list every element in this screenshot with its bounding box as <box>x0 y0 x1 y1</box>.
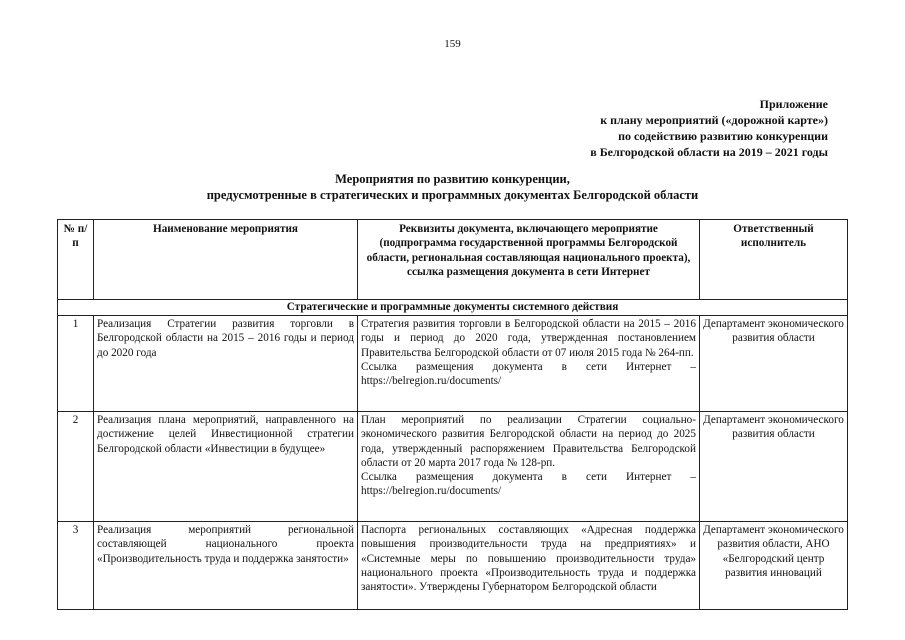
row-num: 1 <box>58 316 94 412</box>
requisites-text: План мероприятий по реализации Стратегии социально-экономического развития Белгородской области на период до 2025 года, утвержденный распоряжением Правительства Белгородской области от 20 марта 2017 года № 128-рп. <box>361 414 696 469</box>
header-name: Наименование мероприятия <box>94 220 358 300</box>
requisites-text: Паспорта региональных составляющих «Адресная поддержка повышения производительности труда на предприятиях» и «Системные меры по повышению производительности труда» национального проекта «Производительность труда и поддержка занятости». Утверждены Губернатором Белгородской области <box>361 524 696 594</box>
table-header-row <box>58 220 848 300</box>
table-row <box>58 412 848 522</box>
row-requisites <box>358 412 700 522</box>
appendix-line: к плану мероприятий («дорожной карте») <box>600 113 828 127</box>
document-link[interactable]: Ссылка размещения документа в сети Интернет – https://belregion.ru/documents/ <box>361 471 696 498</box>
table-row <box>58 522 848 610</box>
table-row <box>58 316 848 412</box>
document-link[interactable]: Ссылка размещения документа в сети Интернет – https://belregion.ru/documents/ <box>361 360 696 388</box>
row-requisites <box>358 522 700 610</box>
document-title <box>0 171 905 203</box>
document-title-line: предусмотренные в стратегических и программных документах Белгородской области <box>206 188 699 202</box>
row-requisites <box>358 316 700 412</box>
requisites-text: Стратегия развития торговли в Белгородской области на 2015 – 2016 годы и период до 2020 года, утвержденная постановлением Правительства Белгородской области от 07 июля 2015 года № 264-пп. <box>361 318 696 359</box>
row-executor: Департамент экономического развития области, АНО «Белгородский центр развития инноваций <box>700 522 848 610</box>
row-num: 2 <box>58 412 94 522</box>
section-title: Стратегические и программные документы системного действия <box>58 300 848 316</box>
header-requisites: Реквизиты документа, включающего мероприятие (подпрограмма государственной программы Белгородской области, региональная составляющая национального проекта), ссылка размещения документа в сети Интернет <box>358 220 700 300</box>
row-executor: Департамент экономического развития области <box>700 316 848 412</box>
section-row <box>58 300 848 316</box>
row-num: 3 <box>58 522 94 610</box>
appendix-block <box>468 96 828 160</box>
header-num: № п/п <box>58 220 94 300</box>
appendix-title: Приложение <box>759 97 828 111</box>
appendix-line: в Белгородской области на 2019 – 2021 годы <box>590 145 828 159</box>
row-name: Реализация Стратегии развития торговли в Белгородской области на 2015 – 2016 годы и период до 2020 года <box>94 316 358 412</box>
row-name: Реализация мероприятий региональной составляющей национального проекта «Производительность труда и поддержка занятости» <box>94 522 358 610</box>
document-title-line: Мероприятия по развитию конкуренции, <box>335 172 570 186</box>
row-executor: Департамент экономического развития области <box>700 412 848 522</box>
page-number: 159 <box>444 38 461 50</box>
header-executor: Ответственный исполнитель <box>700 220 848 300</box>
row-name: Реализация плана мероприятий, направленного на достижение целей Инвестиционной стратегии Белгородской области «Инвестиции в будущее» <box>94 412 358 522</box>
appendix-line: по содействию развитию конкуренции <box>618 129 828 143</box>
measures-table <box>57 219 848 610</box>
